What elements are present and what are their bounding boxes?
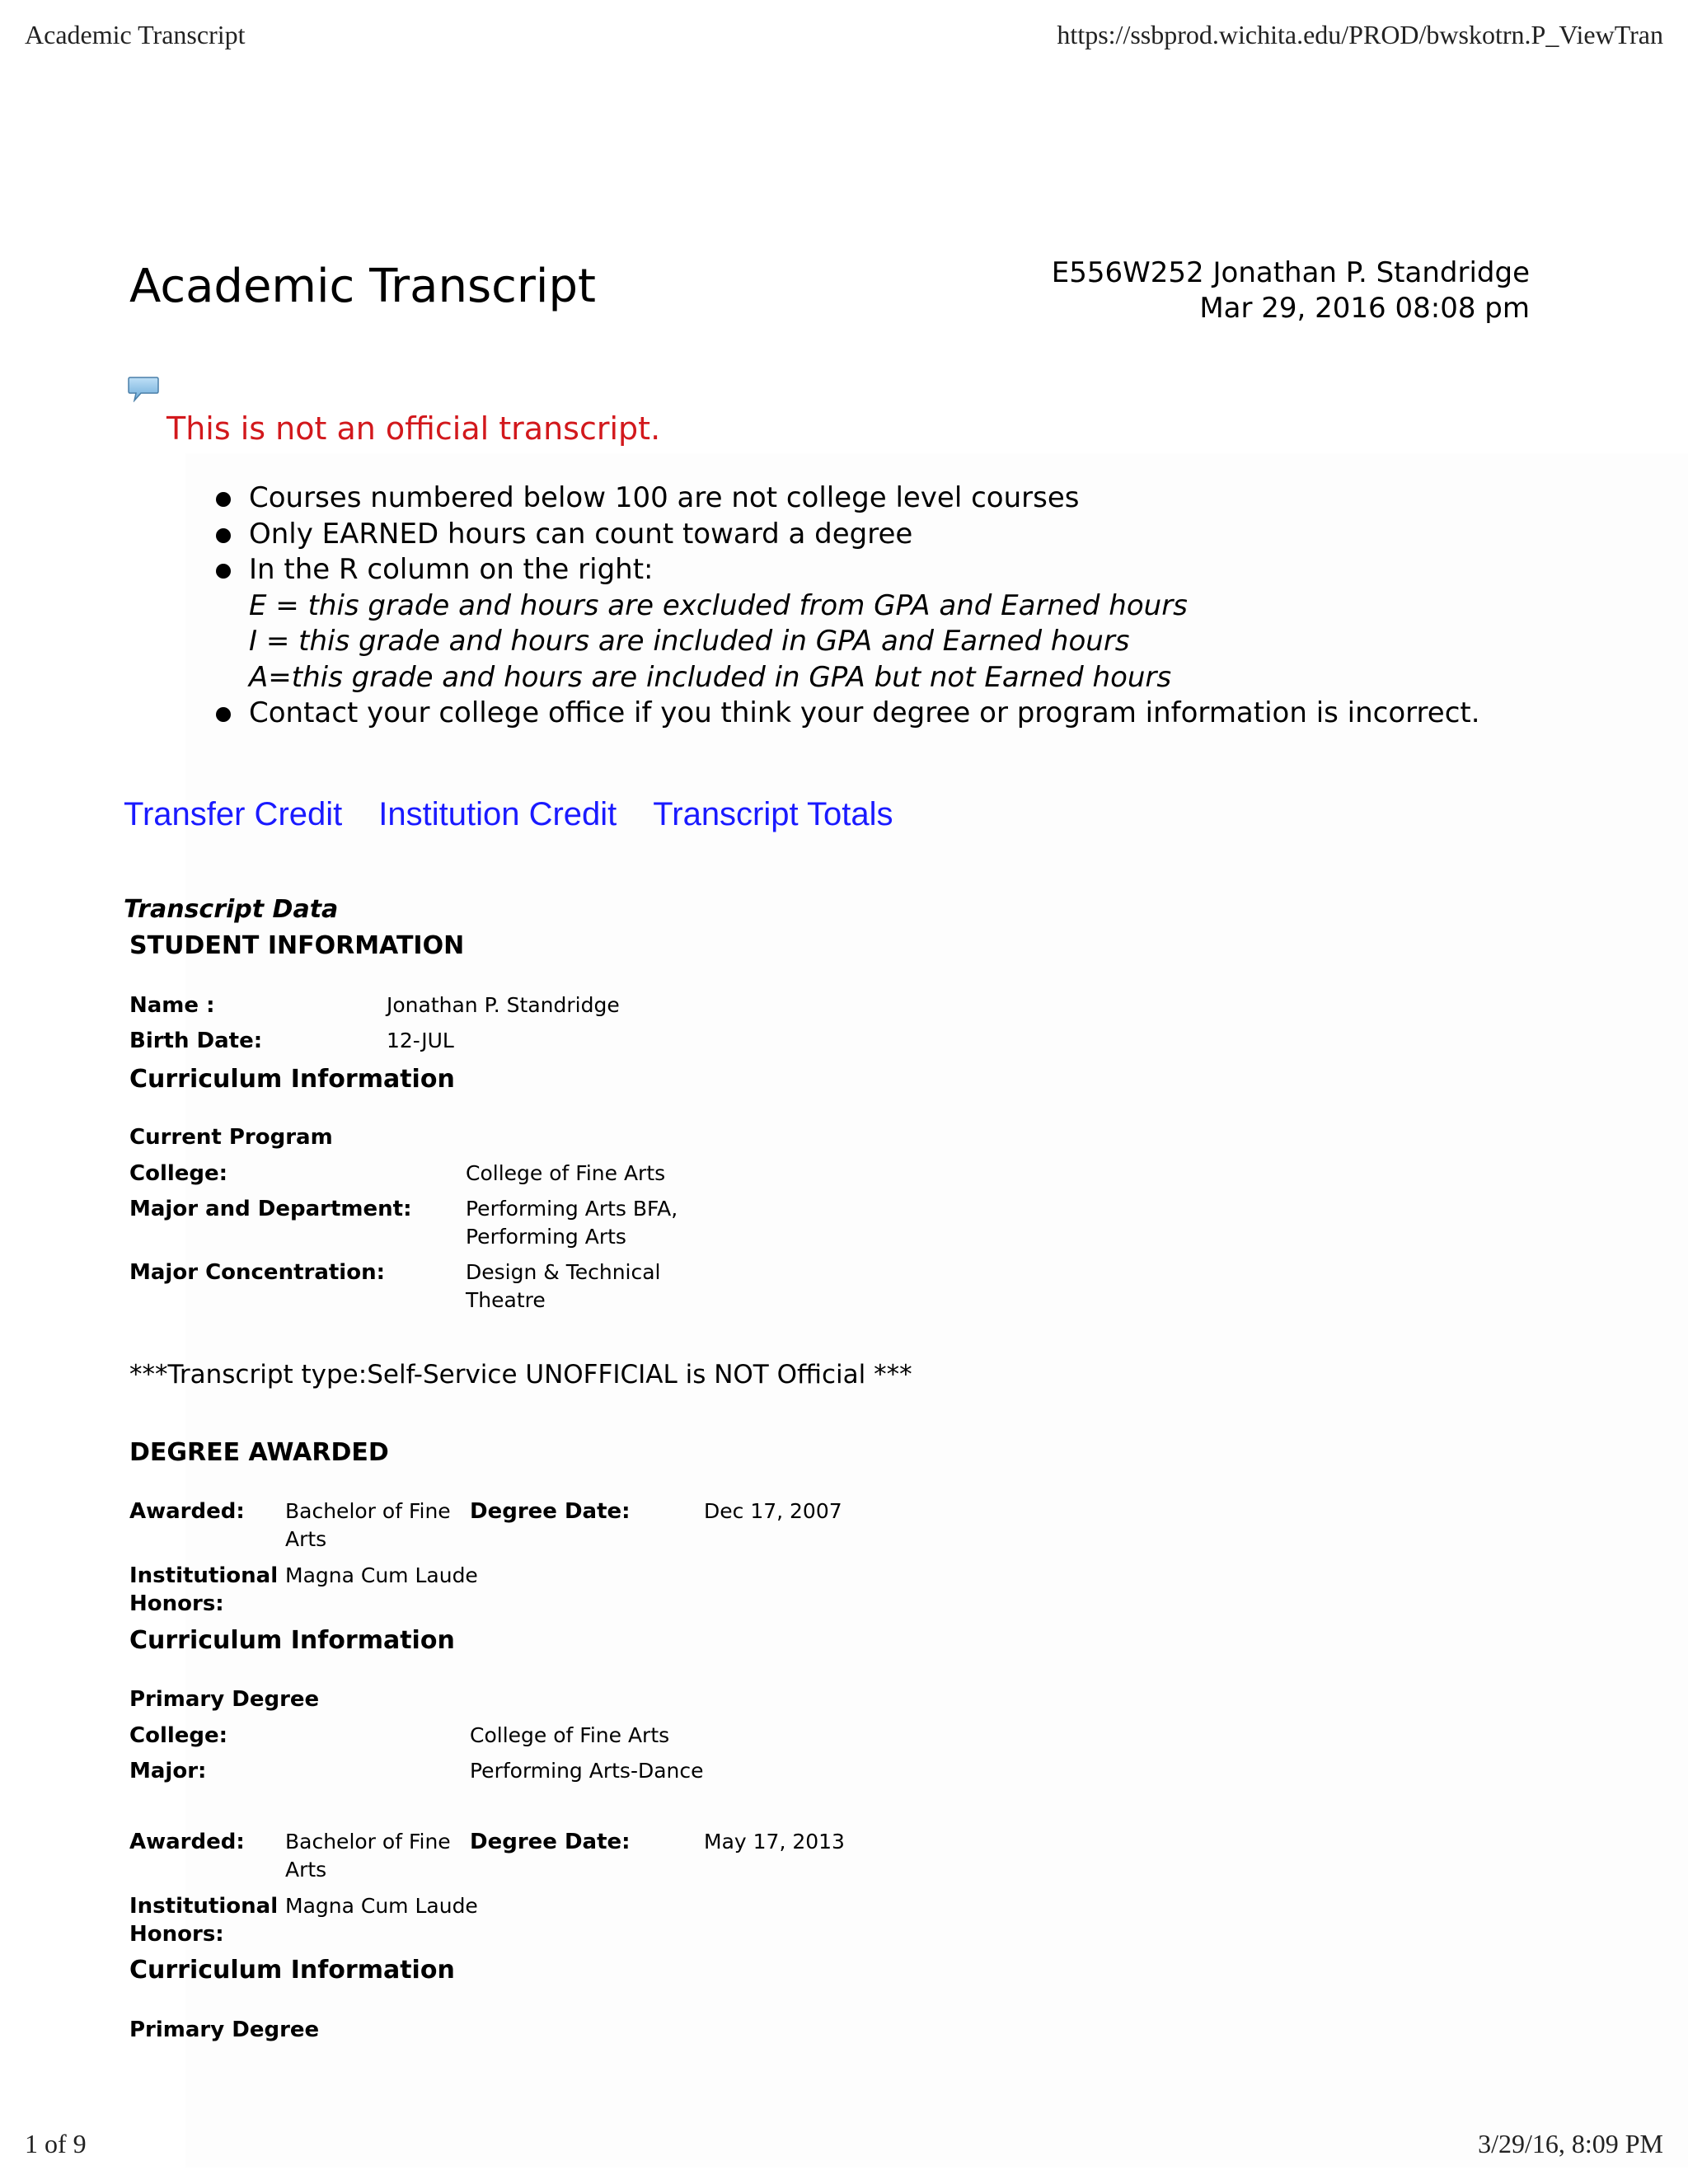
transcript-totals-link[interactable]: Transcript Totals bbox=[653, 796, 893, 832]
honors-value: Magna Cum Laude bbox=[285, 1563, 478, 1587]
list-item: Courses numbered below 100 are not college level courses bbox=[216, 480, 1480, 517]
major-value: Performing Arts-Dance bbox=[470, 1759, 704, 1783]
r-column-code-a: A=this grade and hours are included in GPA but not Earned hours bbox=[249, 660, 1172, 694]
bullet-icon bbox=[216, 564, 231, 579]
primary-degree-heading: Primary Degree bbox=[129, 1687, 320, 1712]
awarded-value: Bachelor of Fine Arts bbox=[285, 1830, 451, 1882]
honors-label: Institutional Honors: bbox=[129, 1563, 279, 1616]
college-value: College of Fine Arts bbox=[466, 1161, 666, 1185]
list-item: Only EARNED hours can count toward a degree bbox=[216, 517, 1480, 553]
print-footer-page: 1 of 9 bbox=[25, 2129, 87, 2158]
curriculum-heading: Curriculum Information bbox=[129, 1956, 455, 1985]
unofficial-warning: This is not an official transcript. bbox=[166, 410, 661, 447]
name-value: Jonathan P. Standridge bbox=[387, 993, 620, 1017]
transcript-data-caption: Transcript Data bbox=[124, 895, 339, 924]
r-column-code-e: E = this grade and hours are excluded from GPA and Earned hours bbox=[249, 588, 1188, 622]
r-column-code-i: I = this grade and hours are included in GPA and Earned hours bbox=[249, 625, 1130, 658]
bullet-icon bbox=[216, 492, 231, 507]
college-label: College: bbox=[129, 1161, 228, 1186]
institution-credit-link[interactable]: Institution Credit bbox=[378, 796, 617, 832]
degree-date-value: May 17, 2013 bbox=[704, 1830, 845, 1854]
honors-label: Institutional Honors: bbox=[129, 1894, 279, 1947]
awarded-value: Bachelor of Fine Arts bbox=[285, 1499, 451, 1551]
student-identity bbox=[1052, 255, 1530, 326]
transcript-type-note: ***Transcript type:Self-Service UNOFFICIAL is NOT Official *** bbox=[129, 1360, 912, 1390]
bullet-icon bbox=[216, 528, 231, 543]
degree-date-value: Dec 17, 2007 bbox=[704, 1499, 842, 1523]
name-label: Name : bbox=[129, 993, 215, 1018]
college-value: College of Fine Arts bbox=[470, 1723, 670, 1747]
awarded-label: Awarded: bbox=[129, 1499, 245, 1524]
birth-date-label: Birth Date: bbox=[129, 1029, 263, 1053]
degree-date-label: Degree Date: bbox=[470, 1499, 631, 1524]
print-footer-datetime: 3/29/16, 8:09 PM bbox=[1478, 2129, 1663, 2158]
section-nav bbox=[124, 796, 893, 833]
college-label: College: bbox=[129, 1723, 228, 1748]
print-header-title: Academic Transcript bbox=[25, 20, 246, 49]
student-info-heading: STUDENT INFORMATION bbox=[129, 931, 465, 960]
primary-degree-heading: Primary Degree bbox=[129, 2018, 320, 2042]
list-item: In the R column on the right: bbox=[216, 552, 1480, 588]
speech-bubble-icon bbox=[128, 376, 159, 402]
major-department-value: Performing Arts BFA, Performing Arts bbox=[466, 1197, 678, 1249]
print-header-url: https://ssbprod.wichita.edu/PROD/bwskotrn.P_ViewTran bbox=[1057, 20, 1663, 49]
curriculum-heading: Curriculum Information bbox=[129, 1626, 455, 1655]
degree-date-label: Degree Date: bbox=[470, 1830, 631, 1854]
honors-value: Magna Cum Laude bbox=[285, 1894, 478, 1918]
transfer-credit-link[interactable]: Transfer Credit bbox=[124, 796, 343, 832]
current-program-heading: Current Program bbox=[129, 1125, 333, 1150]
transcript-notes bbox=[216, 480, 1480, 732]
list-item: Contact your college office if you think your degree or program information is incorrect. bbox=[216, 696, 1480, 732]
major-concentration-value: Design & Technical Theatre bbox=[466, 1260, 661, 1312]
bullet-icon bbox=[216, 707, 231, 722]
generated-timestamp: Mar 29, 2016 08:08 pm bbox=[1199, 292, 1530, 325]
student-id-name: E556W252 Jonathan P. Standridge bbox=[1051, 256, 1530, 289]
major-label: Major: bbox=[129, 1759, 207, 1783]
awarded-label: Awarded: bbox=[129, 1830, 245, 1854]
major-concentration-label: Major Concentration: bbox=[129, 1260, 385, 1285]
birth-date-value: 12-JUL bbox=[387, 1029, 454, 1052]
curriculum-heading: Curriculum Information bbox=[129, 1065, 455, 1094]
page-title: Academic Transcript bbox=[129, 260, 596, 313]
major-department-label: Major and Department: bbox=[129, 1197, 412, 1221]
degree-awarded-heading: DEGREE AWARDED bbox=[129, 1438, 389, 1467]
